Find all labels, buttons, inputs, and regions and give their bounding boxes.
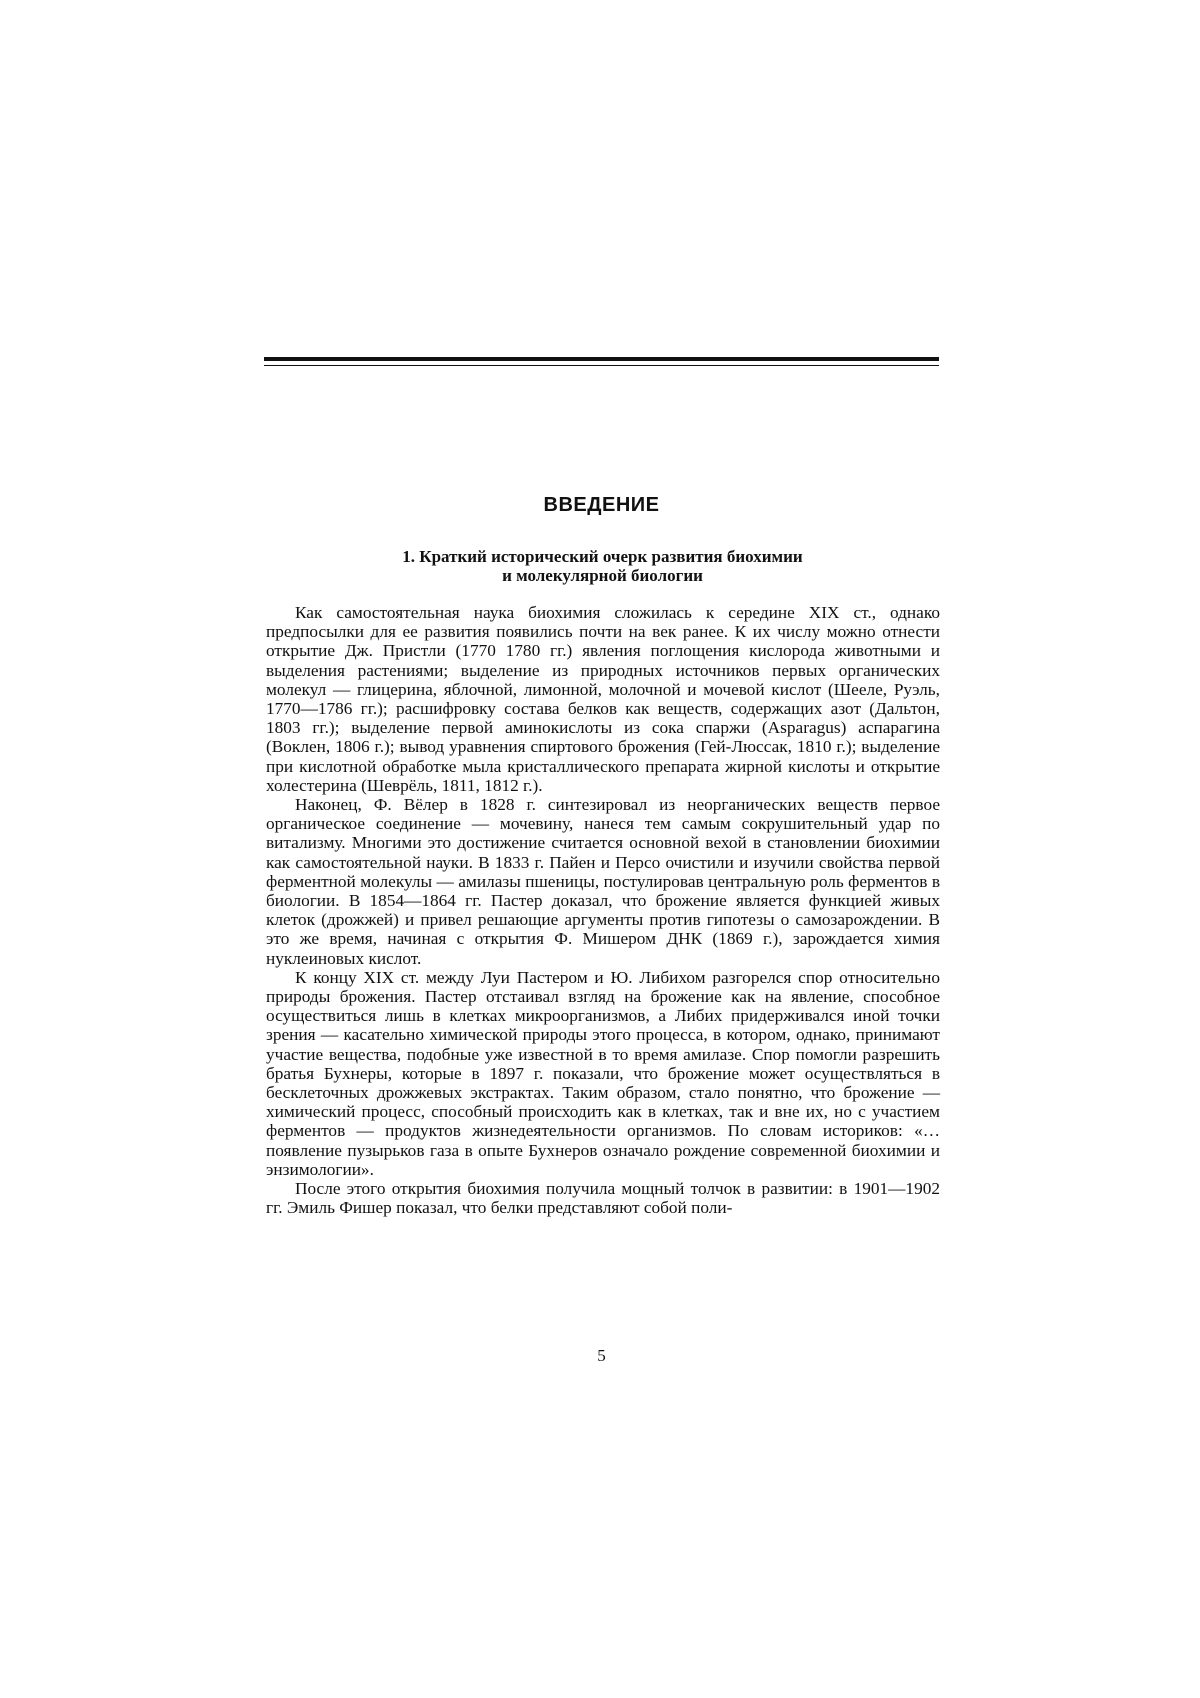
- paragraph: Наконец, Ф. Вёлер в 1828 г. синтезировал из неорганических веществ первое органическое соединение — мочевину, нанеся тем самым сокрушительный удар по витализму. Многими это достижение считается основной вехой в становлении биохимии как самостоятельной науки. В 1833 г. Пайен и Персо очистили и изучили свойства первой ферментной молекулы — амилазы пшеницы, постулировав центральную роль ферментов в биологии. В 1854—1864 гг. Пастер доказал, что брожение является функцией живых клеток (дрожжей) и привел решающие аргументы против гипотезы о самозарождении. В это же время, начиная с открытия Ф. Мишером ДНК (1869 г.), зарождается химия нуклеиновых кислот.: [266, 795, 940, 968]
- section-title-line-1: 1. Краткий исторический очерк развития биохимии: [402, 547, 803, 566]
- header-rule-thin: [264, 365, 939, 366]
- section-title: [300, 547, 905, 585]
- header-rule-thick: [264, 357, 939, 361]
- chapter-title: ВВЕДЕНИЕ: [543, 494, 660, 516]
- section-title-line-2: и молекулярной биологии: [502, 566, 703, 585]
- paragraph: После этого открытия биохимия получила мощный толчок в развитии: в 1901—1902 гг. Эмиль Фишер показал, что белки представляют собой поли-: [266, 1179, 940, 1218]
- paragraph: Как самостоятельная наука биохимия сложилась к середине XIX ст., однако предпосылки для ее развития появились почти на век ранее. К их числу можно отнести открытие Дж. Пристли (1770 1780 гг.) явления поглощения кислорода животными и выделения растениями; выделение из природных источников первых органических молекул — глицерина, яблочной, лимонной, молочной и мочевой кислот (Шееле, Руэль, 1770—1786 гг.); расшифровку состава белков как веществ, содержащих азот (Дальтон, 1803 гг.); выделение первой аминокислоты из сока спаржи (Asparagus) аспарагина (Воклен, 1806 г.); вывод уравнения спиртового брожения (Гей-Люссак, 1810 г.); выделение при кислотной обработке мыла кристаллического препарата жирной кислоты и открытие холестерина (Шеврёль, 1811, 1812 г.).: [266, 603, 940, 795]
- page-number: 5: [597, 1346, 606, 1365]
- paragraph: К концу XIX ст. между Луи Пастером и Ю. Либихом разгорелся спор относительно природы брожения. Пастер отстаивал взгляд на брожение как на явление, способное осуществиться лишь в клетках микроорганизмов, а Либих придерживался иной точки зрения — касательно химической природы этого процесса, в котором, однако, принимают участие вещества, подобные уже известной в то время амилазе. Спор помогли разрешить братья Бухнеры, которые в 1897 г. показали, что брожение может осуществляться в бесклеточных дрожжевых экстрактах. Таким образом, стало понятно, что брожение — химический процесс, способный происходить как в клетках, так и вне их, но с участием ферментов — продуктов жизнедеятельности организмов. По словам историков: «…появление пузырьков газа в опыте Бухнеров означало рождение современной биохимии и энзимологии».: [266, 967, 940, 1179]
- body-text: [266, 603, 940, 1218]
